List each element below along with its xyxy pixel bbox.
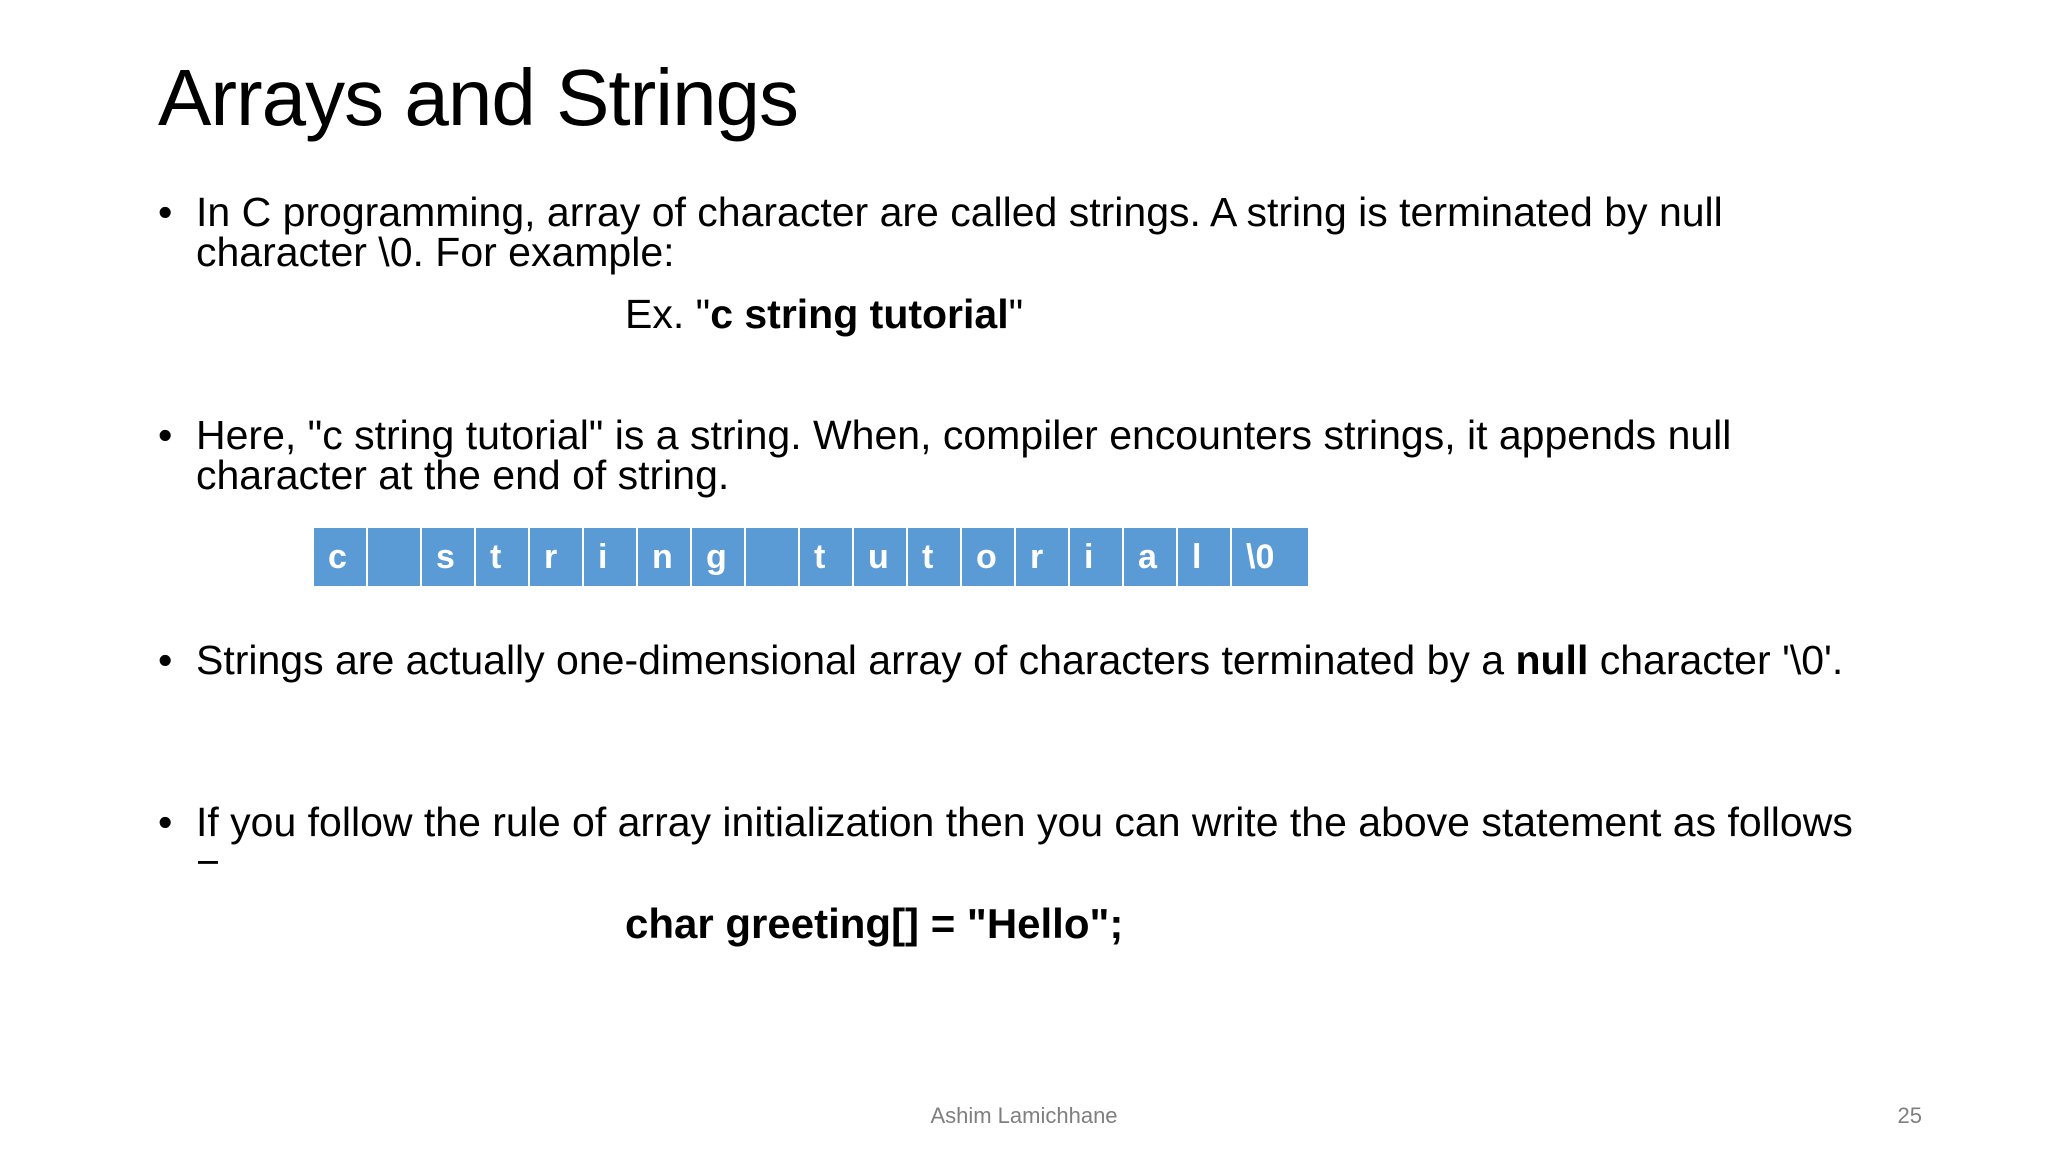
char-cell: l [1178, 528, 1232, 586]
char-cell: t [476, 528, 530, 586]
char-cell: o [962, 528, 1016, 586]
slide-title: Arrays and Strings [158, 53, 799, 142]
bullet-dot: • [158, 637, 173, 683]
bullet-dot: • [158, 799, 173, 845]
char-cell: i [584, 528, 638, 586]
char-cell: c [314, 528, 368, 586]
char-cell: r [1016, 528, 1070, 586]
bullet-text-after: character '\0'. [1588, 637, 1844, 683]
bullet-text: In C programming, array of character are called strings. A string is terminated by null character \0. For example: [196, 189, 1723, 275]
bullet-item-1 [158, 189, 1878, 275]
bullet-text-before: Strings are actually one-dimensional array of characters terminated by a [196, 637, 1516, 683]
char-cell [368, 528, 422, 586]
char-cell [746, 528, 800, 586]
character-array-table [314, 528, 1308, 586]
code-example: char greeting[] = "Hello"; [625, 900, 1124, 947]
example-suffix: " [1008, 291, 1024, 337]
char-cell: i [1070, 528, 1124, 586]
char-cell: u [854, 528, 908, 586]
char-cell: g [692, 528, 746, 586]
bullet-text-bold: null [1515, 637, 1589, 683]
char-cell: a [1124, 528, 1178, 586]
char-cell: \0 [1232, 528, 1308, 586]
example-line [625, 292, 1023, 336]
bullet-dot: • [158, 412, 173, 458]
bullet-dot: • [158, 189, 173, 235]
example-bold: c string tutorial [710, 291, 1009, 337]
example-prefix: Ex. " [625, 291, 711, 337]
char-cell: n [638, 528, 692, 586]
bullet-text [196, 637, 1878, 683]
bullet-item-3 [158, 637, 1878, 683]
bullet-item-2 [158, 412, 1878, 498]
char-cell: r [530, 528, 584, 586]
bullet-text: Here, "c string tutorial" is a string. When, compiler encounters strings, it appends null character at the end of string. [196, 412, 1732, 498]
char-cell: s [422, 528, 476, 586]
char-cell: t [800, 528, 854, 586]
bullet-text: If you follow the rule of array initialization then you can write the above statement as follows − [196, 799, 1853, 885]
footer-author: Ashim Lamichhane [930, 1103, 1118, 1128]
page-number: 25 [1897, 1103, 1922, 1128]
bullet-item-4 [158, 799, 1878, 885]
char-cell: t [908, 528, 962, 586]
